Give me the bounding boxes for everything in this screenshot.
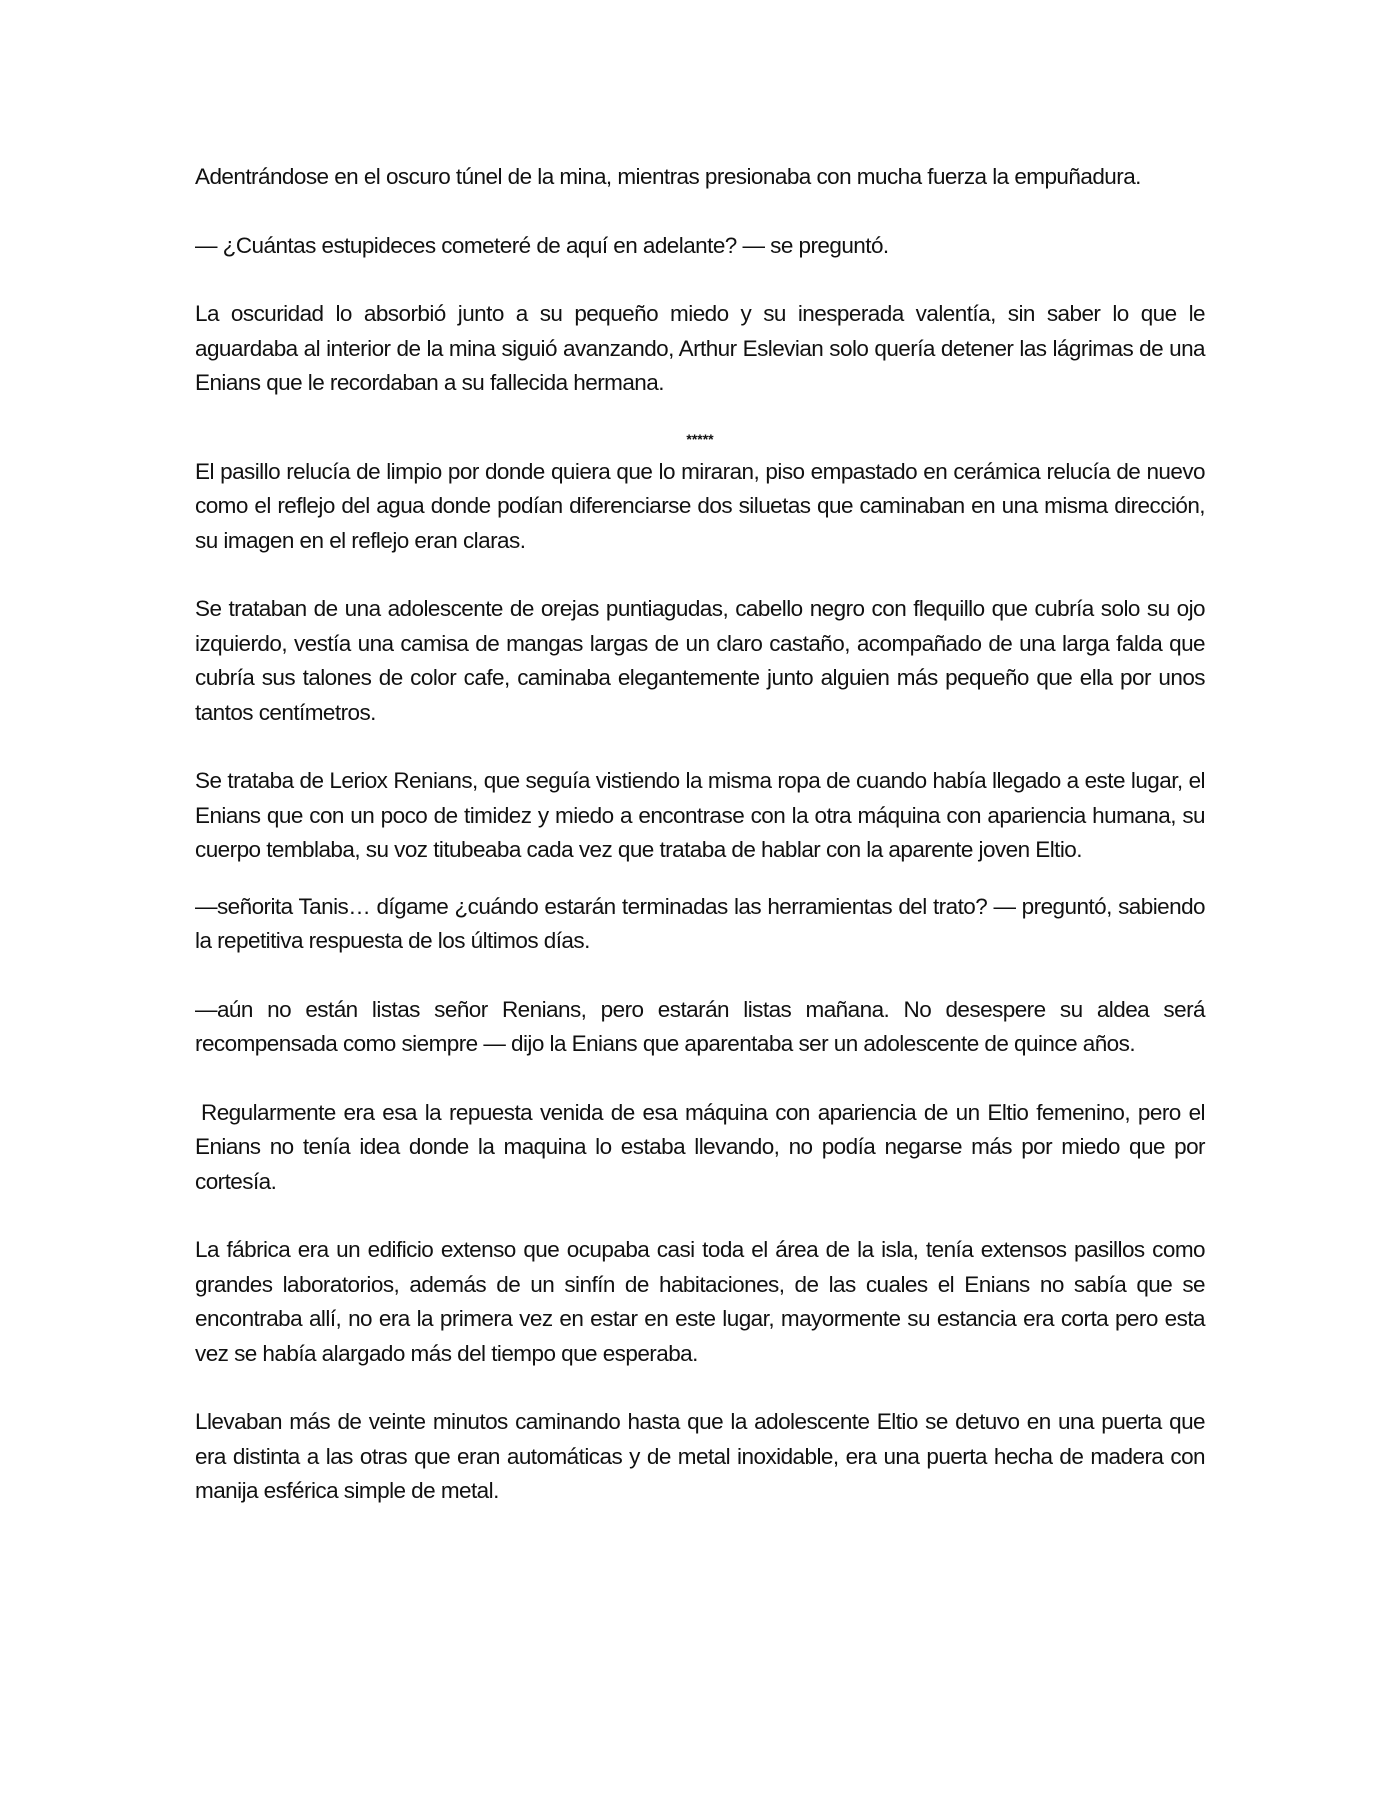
document-page [195,160,1205,1543]
scene-separator: ***** [686,430,714,447]
paragraph-darkness: La oscuridad lo absorbió junto a su pequeño miedo y su inesperada valentía, sin saber lo que le aguardaba al interior de la mina siguió avanzando, Arthur Eslevian solo quería detener las lágrimas de una Enians que le recordaban a su fallecida hermana. [195,301,1205,395]
paragraph-hallway: El pasillo relucía de limpio por donde quiera que lo miraran, piso empastado en cerámica relucía de nuevo como el reflejo del agua donde podían diferenciarse dos siluetas que caminaban en una misma dirección, su imagen en el reflejo eran claras. [195,458,1205,553]
paragraph-entering-mine: Adentrándose en el oscuro túnel de la mina, mientras presionaba con mucha fuerza la empuñadura. [195,164,1141,189]
paragraph-adolescent-description: Se trataban de una adolescente de orejas puntiagudas, cabello negro con flequillo que cubría solo su ojo izquierdo, vestía una camisa de mangas largas de un claro castaño, acompañado de una larga falda que cubría sus talones de color cafe, caminaba elegantemente junto alguien más pequeño que ella por unos tantos centímetros. [195,596,1205,725]
paragraph-factory: La fábrica era un edificio extenso que ocupaba casi toda el área de la isla, tenía extensos pasillos como grandes laboratorios, además de un sinfín de habitaciones, de las cuales el Enians no sabía que se encontraba allí, no era la primera vez en estar en este lugar, mayormente su estancia era corta pero esta vez se había alargado más del tiempo que esperaba. [195,1237,1205,1366]
paragraph-wooden-door: Llevaban más de veinte minutos caminando hasta que la adolescente Eltio se detuvo en una puerta que era distinta a las otras que eran automáticas y de metal inoxidable, era una puerta hecha de madera con manija esférica simple de metal. [195,1409,1205,1503]
paragraph-dialogue-tanis: —señorita Tanis… dígame ¿cuándo estarán terminadas las herramientas del trato? — preguntó, sabiendo la repetitiva respuesta de los últimos días. [195,893,1205,953]
paragraph-regular-answer: Regularmente era esa la repuesta venida de esa máquina con apariencia de un Eltio femenino, pero el Enians no tenía idea donde la maquina lo estaba llevando, no podía negarse más por miedo que por cortesía. [195,1099,1205,1194]
paragraph-leriox: Se trataba de Leriox Renians, que seguía vistiendo la misma ropa de cuando había llegado a este lugar, el Enians que con un poco de timidez y miedo a encontrase con la otra máquina con apariencia humana, su cuerpo temblaba, su voz titubeaba cada vez que trataba de hablar con la aparente joven Eltio. [195,768,1205,862]
paragraph-dialogue-question: — ¿Cuántas estupideces cometeré de aquí en adelante? — se preguntó. [195,232,889,258]
paragraph-dialogue-response: —aún no están listas señor Renians, pero estarán listas mañana. No desespere su aldea será recompensada como siempre — dijo la Enians que aparentaba ser un adolescente de quince años. [195,996,1205,1056]
